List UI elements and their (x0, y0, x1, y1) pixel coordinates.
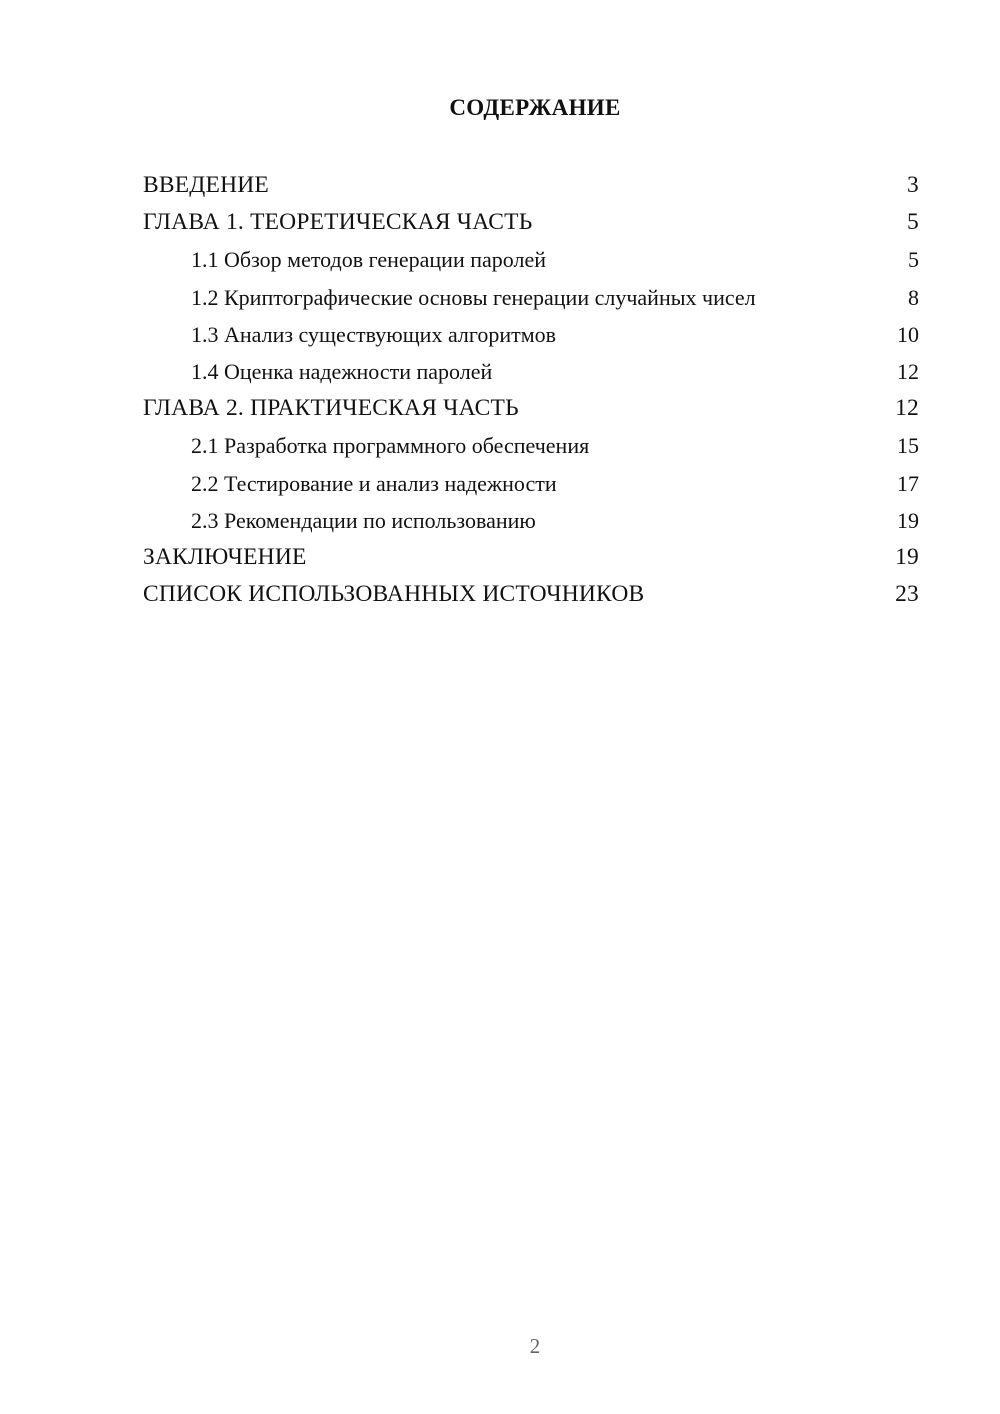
toc-item-section-1-1 (143, 241, 919, 278)
toc-item-page: 5 (907, 209, 919, 236)
toc-item-section-1-4 (143, 353, 919, 390)
toc-item-page: 12 (895, 395, 919, 422)
toc-item-page: 10 (897, 321, 919, 347)
page-number: 2 (529, 1334, 541, 1358)
toc-item-chapter-2 (143, 390, 919, 427)
toc-item-page: 17 (897, 470, 919, 496)
toc-item-references (143, 576, 919, 613)
toc-item-page: 3 (907, 172, 919, 198)
toc-item-section-2-2 (143, 465, 919, 502)
table-of-contents (143, 167, 919, 613)
toc-item-label: ВВЕДЕНИЕ (143, 172, 269, 198)
toc-item-label: СПИСОК ИСПОЛЬЗОВАННЫХ ИСТОЧНИКОВ (143, 581, 645, 608)
toc-item-page: 15 (897, 433, 919, 459)
toc-item-section-1-3 (143, 316, 919, 353)
toc-item-label: 2.1 Разработка программного обеспечения (191, 433, 590, 459)
toc-item-label: 2.3 Рекомендации по использованию (191, 507, 536, 533)
toc-item-page: 19 (897, 507, 919, 533)
toc-item-label: ГЛАВА 1. ТЕОРЕТИЧЕСКАЯ ЧАСТЬ (143, 209, 533, 236)
toc-item-page: 8 (908, 284, 919, 310)
toc-item-label: 1.4 Оценка надежности паролей (191, 358, 493, 384)
toc-item-page: 23 (895, 581, 919, 608)
toc-item-label: 1.1 Обзор методов генерации паролей (191, 247, 546, 273)
toc-item-label: ГЛАВА 2. ПРАКТИЧЕСКАЯ ЧАСТЬ (143, 395, 519, 422)
toc-item-label: 1.3 Анализ существующих алгоритмов (191, 321, 557, 347)
toc-item-section-2-3 (143, 502, 919, 539)
toc-item-section-1-2 (143, 279, 919, 316)
toc-item-chapter-1 (143, 204, 919, 241)
toc-item-page: 12 (897, 358, 919, 384)
toc-item-label: 2.2 Тестирование и анализ надежности (191, 470, 557, 496)
toc-item-section-2-1 (143, 427, 919, 464)
toc-item-page: 5 (908, 247, 919, 273)
toc-item-page: 19 (895, 543, 919, 570)
toc-item-label: ЗАКЛЮЧЕНИЕ (143, 543, 307, 570)
toc-item-conclusion (143, 539, 919, 576)
toc-item-label: 1.2 Криптографические основы генерации случайных чисел (191, 284, 756, 310)
toc-title: СОДЕРЖАНИЕ (449, 95, 621, 120)
toc-item-introduction (143, 167, 919, 204)
